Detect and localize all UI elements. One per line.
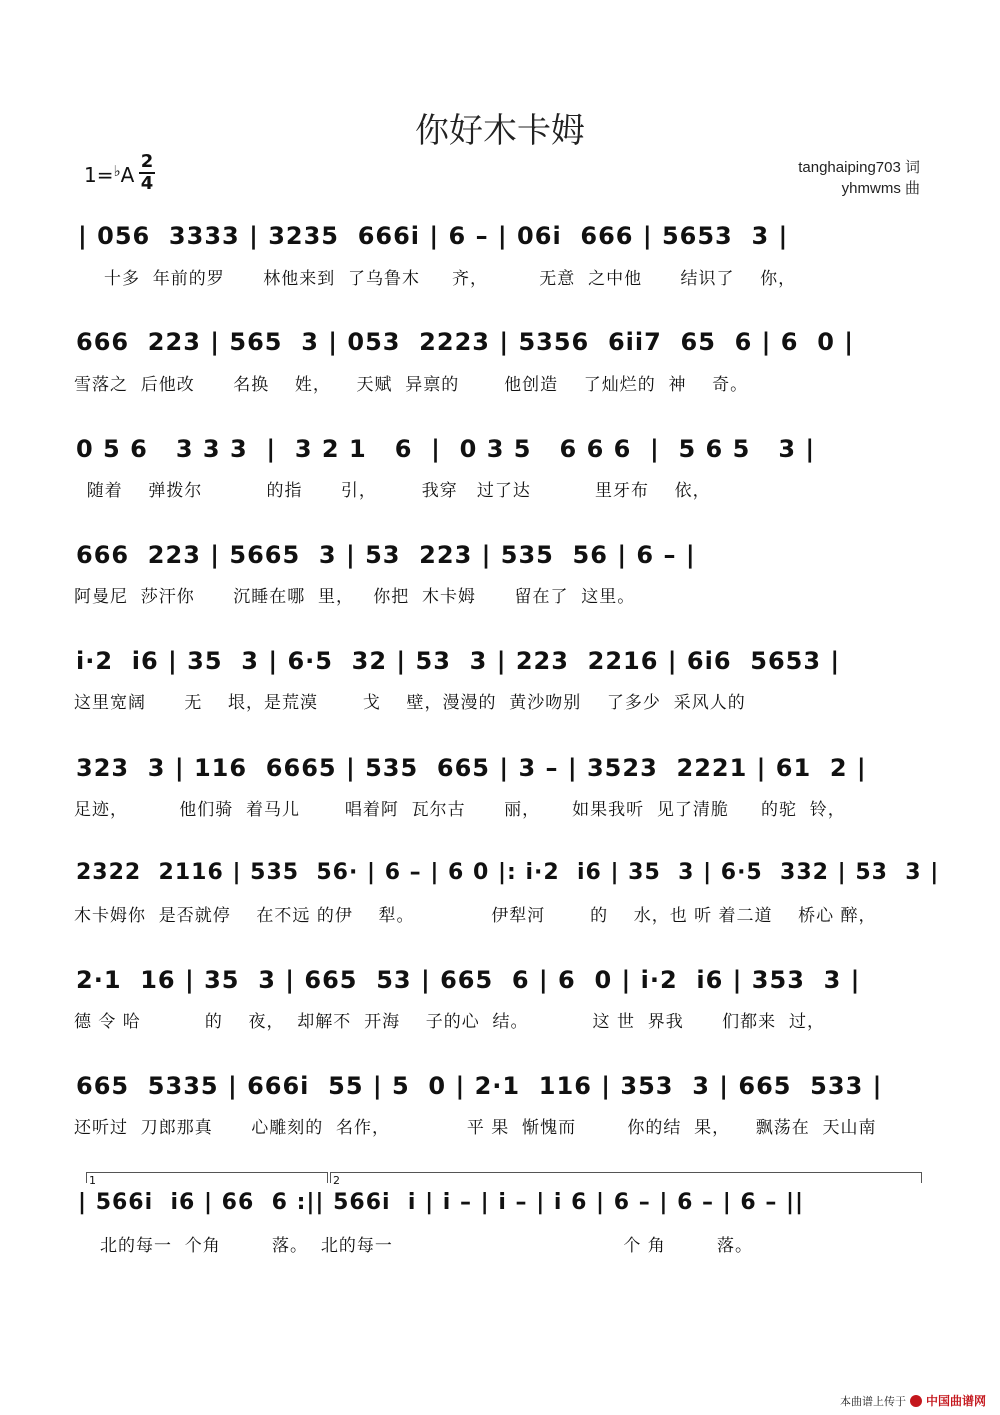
notation-line-5: i·2 i6 | 35 3 | 6·5 32 | 53 3 | 223 2216 | 6i6 5653 |	[76, 647, 841, 675]
volta-2-bracket	[330, 1172, 922, 1187]
notation-line-1: | 056 3333 | 3235 666i | 6 – | 06i 666 | 5653 3 |	[78, 222, 789, 250]
site-logo-icon	[910, 1395, 922, 1407]
time-numerator: 2	[140, 151, 154, 172]
flat-sign: ♭	[113, 162, 121, 180]
lyrics-line-8: 德 令 哈 的 夜， 却解不 开海 子的心 结。 这 世 界我 们都来 过，	[74, 1012, 825, 1032]
footer-text: 本曲谱上传于	[839, 1394, 906, 1408]
lyrics-line-7: 木卡姆你 是否就停 在不远 的伊 犁。 伊犁河 的 水，也 听 着二道 桥心 醉，	[74, 906, 877, 926]
notation-line-4: 666 223 | 5665 3 | 53 223 | 535 56 | 6 – |	[76, 541, 696, 569]
footer	[840, 1392, 986, 1409]
volta-2-number: 2	[333, 1174, 340, 1187]
key-prefix: 1=	[84, 163, 114, 187]
site-name[interactable]: 中国曲谱网	[925, 1394, 986, 1408]
notation-line-6: 323 3 | 116 6665 | 535 665 | 3 – | 3523 2221 | 61 2 |	[76, 754, 867, 782]
lyrics-line-1: 十多 年前的罗 林他来到 了乌鲁木 齐， 无意 之中他 结识了 你，	[104, 269, 797, 289]
time-signature	[138, 152, 156, 194]
notation-line-9: 665 5335 | 666i 55 | 5 0 | 2·1 116 | 353 3 | 665 533 |	[76, 1072, 883, 1100]
notation-line-7: 2322 2116 | 535 56· | 6 – | 6 0 |: i·2 i6 | 35 3 | 6·5 332 | 53 3 |	[76, 860, 940, 885]
composer: yhmwms 曲	[841, 180, 920, 197]
notation-line-3: 0 5 6 3 3 3 | 3 2 1 6 | 0 3 5 6 6 6 | 5 6 5 3 |	[76, 435, 816, 463]
volta-1-bracket	[86, 1172, 328, 1187]
volta-1-number: 1	[89, 1174, 96, 1187]
key-signature	[84, 162, 134, 187]
notation-line-2: 666 223 | 565 3 | 053 2223 | 5356 6ii7 65 6 | 6 0 |	[76, 328, 855, 356]
lyrics-line-5: 这里宽阔 无 垠，是荒漠 戈 壁，漫漫的 黄沙吻别 了多少 采风人的	[74, 693, 746, 713]
lyrics-line-4: 阿曼尼 莎汗你 沉睡在哪 里， 你把 木卡姆 留在了 这里。	[74, 587, 636, 607]
lyrics-line-10: 北的每一 个角 落。 北的每一 个 角 落。	[100, 1236, 754, 1256]
lyrics-line-6: 足迹， 他们骑 着马儿 唱着阿 瓦尔古 丽， 如果我听 见了清脆 的驼 铃，	[74, 800, 846, 820]
notation-line-10: | 566i i6 | 66 6 :|| 566i i | i – | i – | i 6 | 6 – | 6 – | 6 – ||	[78, 1190, 805, 1215]
lyrics-line-9: 还听过 刀郎那真 心雕刻的 名作， 平 果 惭愧而 你的结 果， 飘荡在 天山南	[74, 1118, 877, 1138]
page-title: 你好木卡姆	[415, 111, 585, 151]
lyrics-line-2: 雪落之 后他改 名换 姓， 天赋 异禀的 他创造 了灿烂的 神 奇。	[74, 375, 749, 395]
key-note: A	[120, 163, 135, 187]
time-denominator: 4	[140, 173, 154, 194]
credits	[798, 157, 920, 199]
notation-line-8: 2·1 16 | 35 3 | 665 53 | 665 6 | 6 0 | i·2 i6 | 353 3 |	[76, 966, 861, 994]
lyrics-line-3: 随着 弹拨尔 的指 引， 我穿 过了达 里牙布 依，	[74, 481, 711, 501]
lyricist: tanghaiping703 词	[798, 159, 920, 176]
